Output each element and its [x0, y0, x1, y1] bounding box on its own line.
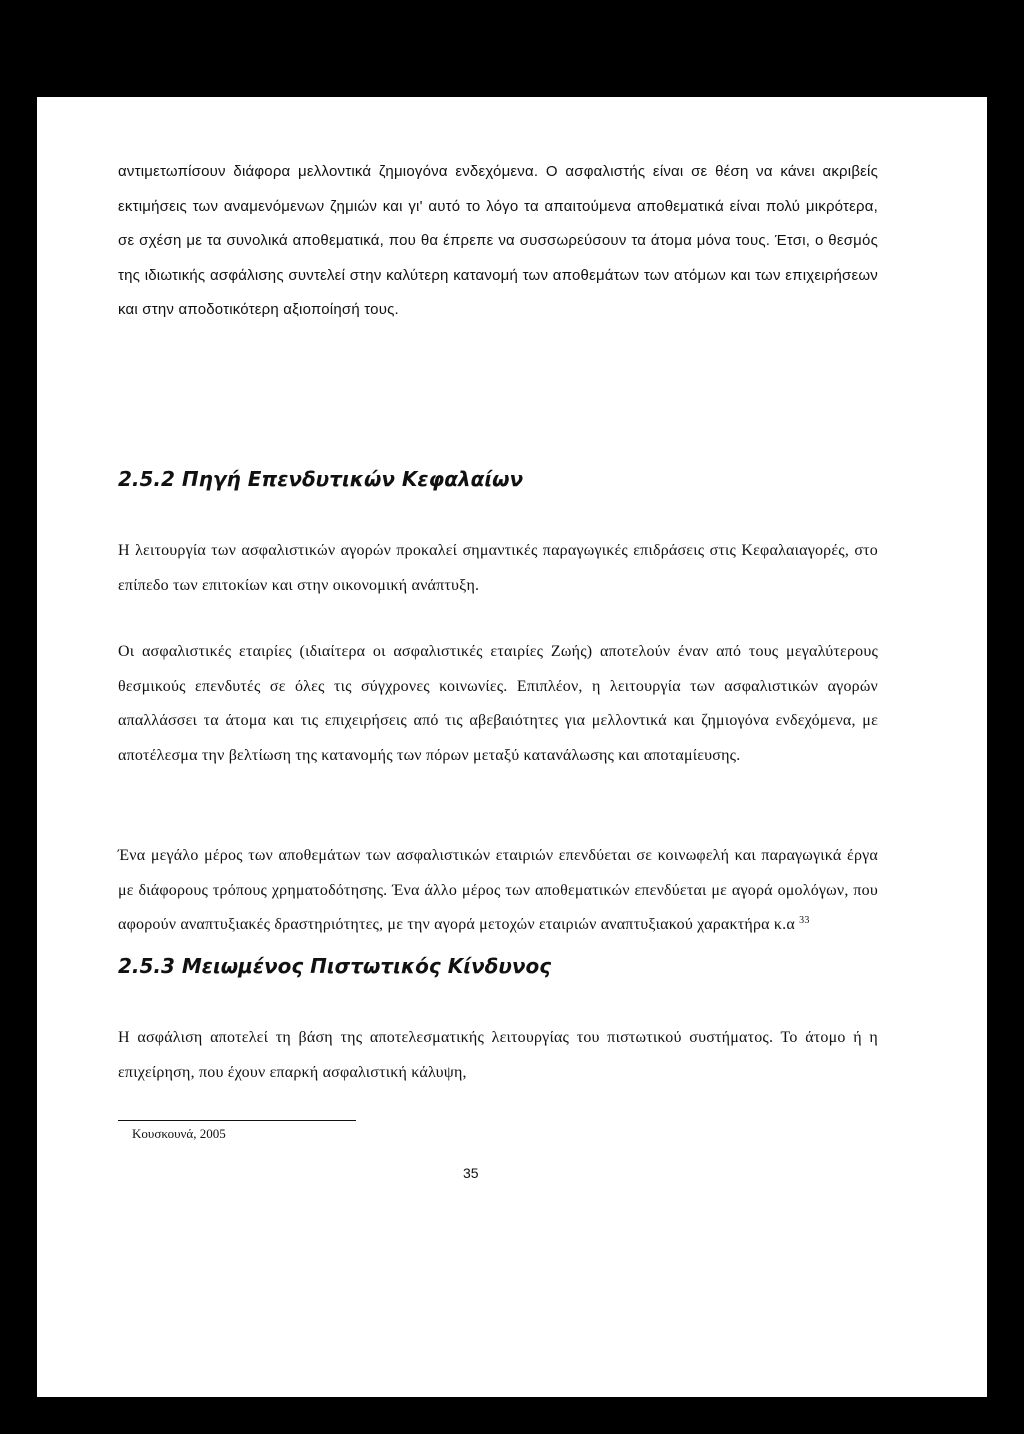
- paragraph: [118, 839, 878, 943]
- footnote: Κουσκουνά, 2005: [132, 1126, 226, 1141]
- page-number: 35: [463, 1165, 479, 1181]
- footnote-divider: [118, 1120, 356, 1121]
- footnote-reference: 33: [799, 915, 810, 926]
- section-heading: 2.5.3 Μειωμένος Πιστωτικός Κίνδυνος: [118, 954, 552, 978]
- paragraph: Η λειτουργία των ασφαλιστικών αγορών προκαλεί σημαντικές παραγωγικές επιδράσεις στις Κεφαλαιαγορές, στο επίπεδο των επιτοκίων και στην οικονομική ανάπτυξη.: [118, 542, 878, 594]
- paragraph: Η ασφάλιση αποτελεί τη βάση της αποτελεσματικής λειτουργίας του πιστωτικού συστήματος. Το άτομο ή η επιχείρηση, που έχουν επαρκή ασφαλιστική κάλυψη,: [118, 1029, 878, 1081]
- paragraph-text: Ένα μεγάλο μέρος των αποθεμάτων των ασφαλιστικών εταιριών επενδύεται σε κοινωφελή και παραγωγικά έργα με διάφορους τρόπους χρηματοδότησης. Ένα άλλο μέρος των αποθεματικών επενδύεται με αγορά ομολόγων, που αφορούν αναπτυξιακές δραστηριότητες, με την αγορά μετοχών εταιριών αναπτυξιακού χαρακτήρα κ.α: [118, 847, 878, 933]
- paragraph: Οι ασφαλιστικές εταιρίες (ιδιαίτερα οι ασφαλιστικές εταιρίες Ζωής) αποτελούν έναν από τους μεγαλύτερους θεσμικούς επενδυτές σε όλες τις σύγχρονες κοινωνίες. Επιπλέον, η λειτουργία των ασφαλιστικών αγορών απαλλάσσει τα άτομα και τις επιχειρήσεις από τις αβεβαιότητες για μελλοντικά και ζημιογόνα ενδεχόμενα, με αποτέλεσμα την βελτίωση της κατανομής των πόρων μεταξύ κατανάλωσης και αποταμίευσης.: [118, 643, 878, 764]
- document-page: [37, 97, 987, 1397]
- paragraph: αντιμετωπίσουν διάφορα μελλοντικά ζημιογόνα ενδεχόμενα. Ο ασφαλιστής είναι σε θέση να κάνει ακριβείς εκτιμήσεις των αναμενόμενων ζημιών και γι' αυτό το λόγο τα απαιτούμενα αποθεματικά είναι πολύ μικρότερα, σε σχέση με τα συνολικά αποθεματικά, που θα έπρεπε να συσσωρεύσουν τα άτομα μόνα τους. Έτσι, ο θεσμός της ιδιωτικής ασφάλισης συντελεί στην καλύτερη κατανομή των αποθεμάτων των ατόμων και των επιχειρήσεων και στην αποδοτικότερη αξιοποίησή τους.: [118, 163, 878, 318]
- section-heading: 2.5.2 Πηγή Επενδυτικών Κεφαλαίων: [118, 467, 524, 491]
